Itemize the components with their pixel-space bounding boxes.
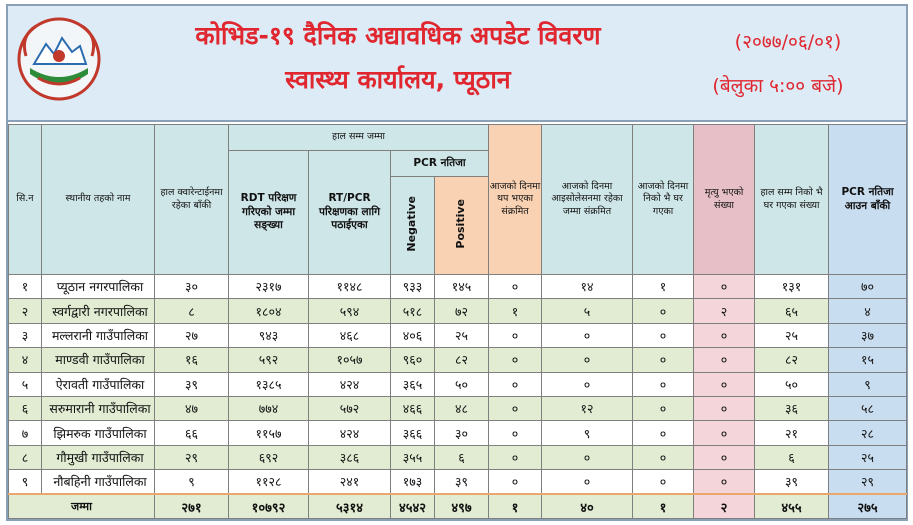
cell-pcr-pending: ९ [829, 372, 907, 396]
cell-isolation: १२ [542, 396, 633, 420]
cell-pcr-pending: १५ [829, 348, 907, 372]
total-new-infected: १ [489, 494, 542, 518]
report-date: (२०७७/०६/०१) [734, 31, 842, 53]
table-row [9, 275, 907, 299]
cell-rdt: ७७४ [229, 396, 309, 420]
total-deaths: २ [694, 494, 755, 518]
cell-isolation: ० [542, 323, 633, 347]
cell-new-infected: ० [489, 396, 542, 420]
cell-recovered-today: १ [633, 275, 694, 299]
cell-deaths: ० [694, 396, 755, 420]
cell-rtpcr: ५९४ [309, 299, 391, 323]
cell-rdt: १३८५ [229, 372, 309, 396]
cell-positive: ३० [435, 421, 489, 445]
table-row [9, 323, 907, 347]
cell-new-infected: ० [489, 372, 542, 396]
header-local-level: स्थानीय तहको नाम [42, 125, 155, 275]
cell-name: स्वर्गद्वारी नगरपालिका [42, 299, 155, 323]
cell-positive: ८२ [435, 348, 489, 372]
nepal-emblem-icon [16, 16, 102, 102]
cell-name: गौमुखी गाउँपालिका [42, 445, 155, 469]
header-group-pcr: PCR नतिजा [391, 151, 489, 177]
cell-rdt: ६९२ [229, 445, 309, 469]
cell-rdt: ९४३ [229, 323, 309, 347]
cell-quarantine: १६ [155, 348, 229, 372]
cell-recovered-today: ० [633, 445, 694, 469]
cell-rtpcr: ११४८ [309, 275, 391, 299]
cell-negative: ५१८ [391, 299, 435, 323]
total-recovered-total: ४५५ [755, 494, 829, 518]
cell-negative: ९६० [391, 348, 435, 372]
cell-negative: १७३ [391, 470, 435, 494]
cell-sn: २ [9, 299, 42, 323]
cell-negative: ३५५ [391, 445, 435, 469]
report-header [8, 6, 906, 122]
cell-negative: ३६५ [391, 372, 435, 396]
covid-update-table [8, 124, 907, 519]
total-quarantine: २७१ [155, 494, 229, 518]
cell-new-infected: ० [489, 323, 542, 347]
cell-name: मल्लरानी गाउँपालिका [42, 323, 155, 347]
cell-pcr-pending: २९ [829, 470, 907, 494]
cell-sn: १ [9, 275, 42, 299]
cell-isolation: ० [542, 470, 633, 494]
total-pcr-pending: २७५ [829, 494, 907, 518]
header-pcr-pending: PCR नतिजा आउन बाँकी [829, 125, 907, 275]
cell-negative: ४६६ [391, 396, 435, 420]
cell-sn: ८ [9, 445, 42, 469]
cell-recovered-total: ५० [755, 372, 829, 396]
cell-recovered-today: ० [633, 348, 694, 372]
cell-sn: ६ [9, 396, 42, 420]
cell-positive: १४५ [435, 275, 489, 299]
cell-positive: ६ [435, 445, 489, 469]
cell-recovered-total: ६ [755, 445, 829, 469]
cell-quarantine: ९ [155, 470, 229, 494]
header-recovered-total: हाल सम्म निको भै घर गएका संख्या [755, 125, 829, 275]
cell-sn: ७ [9, 421, 42, 445]
cell-name: सरुमारानी गाउँपालिका [42, 396, 155, 420]
cell-pcr-pending: ७० [829, 275, 907, 299]
cell-deaths: ० [694, 372, 755, 396]
header-isolation: आजको दिनमा आइसोलेसनमा रहेका जम्मा संक्रमित [542, 125, 633, 275]
table-row [9, 299, 907, 323]
cell-isolation: ९ [542, 421, 633, 445]
cell-recovered-total: २५ [755, 323, 829, 347]
header-negative: Negative [391, 177, 435, 275]
cell-recovered-total: ३६ [755, 396, 829, 420]
cell-new-infected: ० [489, 348, 542, 372]
table-row [9, 348, 907, 372]
table-body [9, 275, 907, 519]
cell-rdt: ५९२ [229, 348, 309, 372]
cell-isolation: ० [542, 348, 633, 372]
table-row [9, 445, 907, 469]
cell-recovered-total: ३९ [755, 470, 829, 494]
cell-isolation: ० [542, 445, 633, 469]
total-positive: ४९७ [435, 494, 489, 518]
cell-deaths: २ [694, 299, 755, 323]
cell-deaths: ० [694, 275, 755, 299]
cell-rdt: २३१७ [229, 275, 309, 299]
header-new-infected: आजको दिनमा थप भएका संक्रमित [489, 125, 542, 275]
cell-rtpcr: ४२४ [309, 372, 391, 396]
cell-rdt: १८०४ [229, 299, 309, 323]
cell-name: माण्डवी गाउँपालिका [42, 348, 155, 372]
cell-rtpcr: ५७२ [309, 396, 391, 420]
cell-rdt: ११५७ [229, 421, 309, 445]
cell-deaths: ० [694, 445, 755, 469]
cell-pcr-pending: २८ [829, 421, 907, 445]
cell-quarantine: ८ [155, 299, 229, 323]
header-quarantine: हाल क्वारेन्टाईनमा रहेका बाँकी [155, 125, 229, 275]
cell-positive: ४८ [435, 396, 489, 420]
cell-pcr-pending: ५८ [829, 396, 907, 420]
total-negative: ४५४२ [391, 494, 435, 518]
cell-recovered-today: ० [633, 323, 694, 347]
cell-name: प्यूठान नगरपालिका [42, 275, 155, 299]
table-row [9, 372, 907, 396]
cell-negative: ४०६ [391, 323, 435, 347]
cell-isolation: १४ [542, 275, 633, 299]
cell-new-infected: १ [489, 299, 542, 323]
cell-negative: ९३३ [391, 275, 435, 299]
total-label: जम्मा [9, 494, 155, 518]
cell-positive: २५ [435, 323, 489, 347]
cell-quarantine: २७ [155, 323, 229, 347]
cell-quarantine: २९ [155, 445, 229, 469]
cell-pcr-pending: ३७ [829, 323, 907, 347]
cell-negative: ३६६ [391, 421, 435, 445]
cell-rtpcr: २४१ [309, 470, 391, 494]
cell-isolation: ० [542, 372, 633, 396]
cell-new-infected: ० [489, 275, 542, 299]
total-rdt: १०७९२ [229, 494, 309, 518]
total-isolation: ४० [542, 494, 633, 518]
cell-sn: ४ [9, 348, 42, 372]
header-rtpcr: RT/PCR परिक्षणका लागि पठाईएका [309, 151, 391, 275]
cell-quarantine: ३० [155, 275, 229, 299]
total-rtpcr: ५३१४ [309, 494, 391, 518]
table-row [9, 421, 907, 445]
cell-recovered-total: २१ [755, 421, 829, 445]
cell-new-infected: ० [489, 470, 542, 494]
header-recovered-today: आजको दिनमा निको भै घर गएका [633, 125, 694, 275]
report-title: कोभिड-१९ दैनिक अद्यावधिक अपडेट विवरण [195, 21, 601, 50]
cell-recovered-total: १३१ [755, 275, 829, 299]
cell-recovered-today: ० [633, 396, 694, 420]
cell-recovered-today: ० [633, 421, 694, 445]
cell-deaths: ० [694, 348, 755, 372]
header-sn: सि.न [9, 125, 42, 275]
report-frame [6, 4, 908, 521]
cell-quarantine: ६६ [155, 421, 229, 445]
cell-rtpcr: ४६८ [309, 323, 391, 347]
cell-recovered-total: ८२ [755, 348, 829, 372]
cell-name: ऐरावती गाउँपालिका [42, 372, 155, 396]
cell-deaths: ० [694, 421, 755, 445]
total-recovered-today: १ [633, 494, 694, 518]
cell-positive: ७२ [435, 299, 489, 323]
header-rdt: RDT परिक्षण गरिएको जम्मा सङ्ख्या [229, 151, 309, 275]
office-name: स्वास्थ्य कार्यालय, प्यूठान [285, 65, 511, 94]
cell-isolation: ५ [542, 299, 633, 323]
cell-recovered-total: ६५ [755, 299, 829, 323]
cell-name: नौबहिनी गाउँपालिका [42, 470, 155, 494]
cell-rtpcr: ४२४ [309, 421, 391, 445]
cell-pcr-pending: २५ [829, 445, 907, 469]
cell-recovered-today: ० [633, 470, 694, 494]
table-row [9, 396, 907, 420]
cell-deaths: ० [694, 470, 755, 494]
cell-name: झिमरुक गाउँपालिका [42, 421, 155, 445]
cell-rdt: ११२८ [229, 470, 309, 494]
cell-recovered-today: ० [633, 299, 694, 323]
cell-sn: ५ [9, 372, 42, 396]
cell-quarantine: ४७ [155, 396, 229, 420]
header-group-total: हाल सम्म जम्मा [229, 125, 489, 151]
cell-positive: ३९ [435, 470, 489, 494]
cell-pcr-pending: ४ [829, 299, 907, 323]
cell-rtpcr: ३८६ [309, 445, 391, 469]
cell-positive: ५० [435, 372, 489, 396]
cell-deaths: ० [694, 323, 755, 347]
report-time: (बेलुका ५:०० बजे) [712, 75, 844, 97]
cell-sn: ९ [9, 470, 42, 494]
cell-quarantine: ३९ [155, 372, 229, 396]
cell-new-infected: ० [489, 421, 542, 445]
cell-new-infected: ० [489, 445, 542, 469]
total-row [9, 494, 907, 518]
header-deaths: मृत्यु भएको संख्या [694, 125, 755, 275]
table-row [9, 470, 907, 494]
cell-recovered-today: ० [633, 372, 694, 396]
header-positive: Positive [435, 177, 489, 275]
cell-rtpcr: १०५७ [309, 348, 391, 372]
cell-sn: ३ [9, 323, 42, 347]
